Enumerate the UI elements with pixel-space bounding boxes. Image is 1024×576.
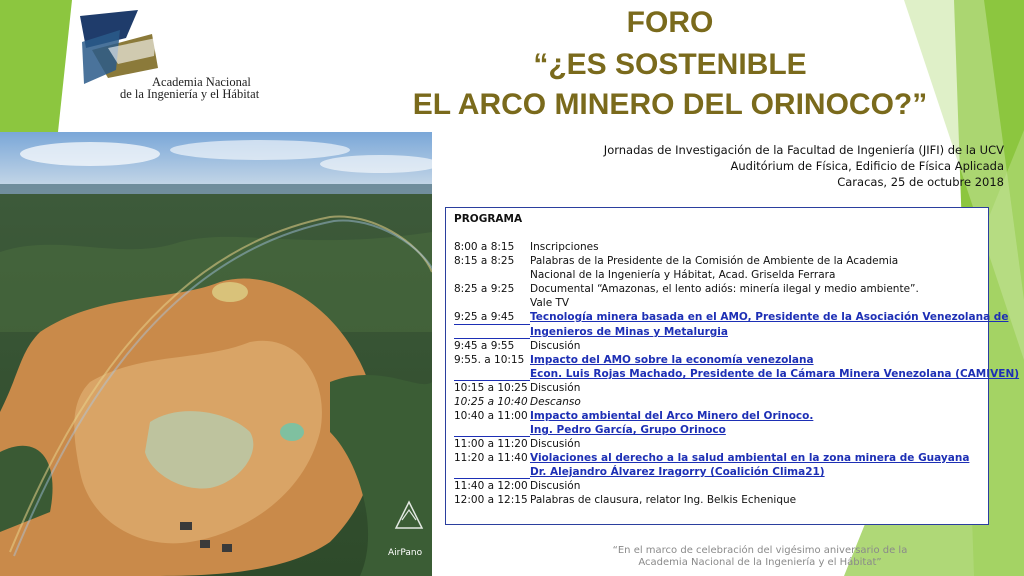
program-desc: Nacional de la Ingeniería y Hábitat, Acad. Griselda Ferrara	[530, 269, 836, 281]
program-row	[454, 268, 980, 282]
event-info-line2: Auditórium de Física, Edificio de Física Aplicada	[730, 159, 1004, 173]
program-link[interactable]: Impacto del AMO sobre la economía venezolana	[530, 354, 814, 366]
program-time: 9:25 a 9:45	[454, 310, 530, 325]
program-link[interactable]: Impacto ambiental del Arco Minero del Orinoco.	[530, 410, 814, 422]
program-link[interactable]: Tecnología minera basada en el AMO, Presidente de la Asociación Venezolana de	[530, 311, 1009, 323]
footer-line2: Academia Nacional de la Ingeniería y el Hábitat”	[638, 557, 882, 568]
program-link[interactable]: Ing. Pedro García, Grupo Orinoco	[530, 424, 726, 436]
event-info-line1: Jornadas de Investigación de la Facultad de Ingeniería (JIFI) de la UCV	[603, 143, 1004, 157]
program-desc: Discusión	[530, 382, 581, 394]
program-heading: PROGRAMA	[454, 213, 523, 225]
program-time: 10:25 a 10:40	[454, 396, 528, 408]
program-time	[454, 268, 530, 282]
program-time	[454, 325, 530, 339]
program-link[interactable]: Ingenieros de Minas y Metalurgia	[530, 326, 728, 338]
program-time	[454, 296, 530, 310]
forum-title-line2: “¿ES SOSTENIBLE	[533, 48, 807, 81]
academy-name-line2: de la Ingeniería y el Hábitat	[120, 87, 260, 101]
program-row-link[interactable]	[454, 310, 1009, 325]
aerial-mining-photo	[0, 132, 432, 576]
program-link[interactable]: Econ. Luis Rojas Machado, Presidente de la Cámara Minera Venezolana (CAMIVEN)	[530, 368, 1020, 380]
program-link[interactable]: Dr. Alejandro Álvarez Iragorry (Coalición Clima21)	[530, 466, 825, 478]
footer-note	[560, 545, 960, 569]
program-desc: Vale TV	[530, 297, 570, 309]
program-desc: Documental “Amazonas, el lento adiós: minería ilegal y medio ambiente”.	[530, 283, 919, 295]
event-info-line3: Caracas, 25 de octubre 2018	[837, 175, 1004, 189]
program-row-link[interactable]	[454, 451, 980, 465]
program-desc: Inscripciones	[530, 241, 599, 253]
green-corner-left	[0, 0, 80, 132]
program-row-link[interactable]	[454, 409, 980, 423]
program-row-link[interactable]	[454, 367, 1020, 381]
program-row-link[interactable]	[454, 423, 980, 437]
program-row	[454, 381, 980, 395]
airpano-logo-icon	[392, 498, 426, 546]
program-time	[454, 465, 530, 479]
program-box	[445, 207, 1020, 525]
program-row	[454, 395, 980, 409]
forum-title-line1: FORO	[626, 6, 714, 39]
program-time: 8:00 a 8:15	[454, 241, 515, 253]
program-row	[454, 282, 980, 296]
program-time: 9:55. a 10:15	[454, 354, 525, 366]
program-time: 9:45 a 9:55	[454, 340, 515, 352]
program-time: 11:40 a 12:00	[454, 480, 528, 492]
program-row	[454, 339, 980, 353]
program-link[interactable]: Violaciones al derecho a la salud ambiental en la zona minera de Guayana	[530, 452, 970, 464]
program-row	[454, 254, 980, 268]
footer-line1: “En el marco de celebración del vigésimo aniversario de la	[612, 545, 908, 556]
airpano-watermark: AirPano	[388, 548, 423, 558]
program-desc: Descanso	[530, 396, 581, 408]
program-desc: Discusión	[530, 340, 581, 352]
program-time: 8:25 a 9:25	[454, 283, 515, 295]
program-row	[454, 240, 980, 254]
program-time: 11:00 a 11:20	[454, 438, 528, 450]
program-row-link[interactable]	[454, 353, 980, 367]
program-time: 8:15 a 8:25	[454, 255, 515, 267]
program-desc: Discusión	[530, 438, 581, 450]
program-desc: Palabras de clausura, relator Ing. Belkis Echenique	[530, 494, 797, 506]
event-info	[444, 142, 1004, 190]
program-row	[454, 437, 980, 451]
program-desc: Palabras de la Presidente de la Comisión de Ambiente de la Academia	[530, 255, 899, 267]
program-row	[454, 493, 980, 507]
program-row	[454, 296, 980, 310]
program-row-link[interactable]	[454, 325, 980, 339]
program-time: 12:00 a 12:15	[454, 494, 528, 506]
program-time	[454, 423, 530, 437]
academy-name	[120, 76, 259, 100]
program-time: 10:40 a 11:00	[454, 410, 528, 422]
program-time: 11:20 a 11:40	[454, 452, 528, 464]
program-row-link[interactable]	[454, 465, 980, 479]
program-time	[454, 367, 530, 381]
forum-title-line3: EL ARCO MINERO DEL ORINOCO?”	[412, 88, 928, 121]
program-desc: Discusión	[530, 480, 581, 492]
program-row	[454, 479, 980, 493]
program-time: 10:15 a 10:25	[454, 382, 528, 394]
academy-name-line1: Academia Nacional	[152, 75, 251, 89]
